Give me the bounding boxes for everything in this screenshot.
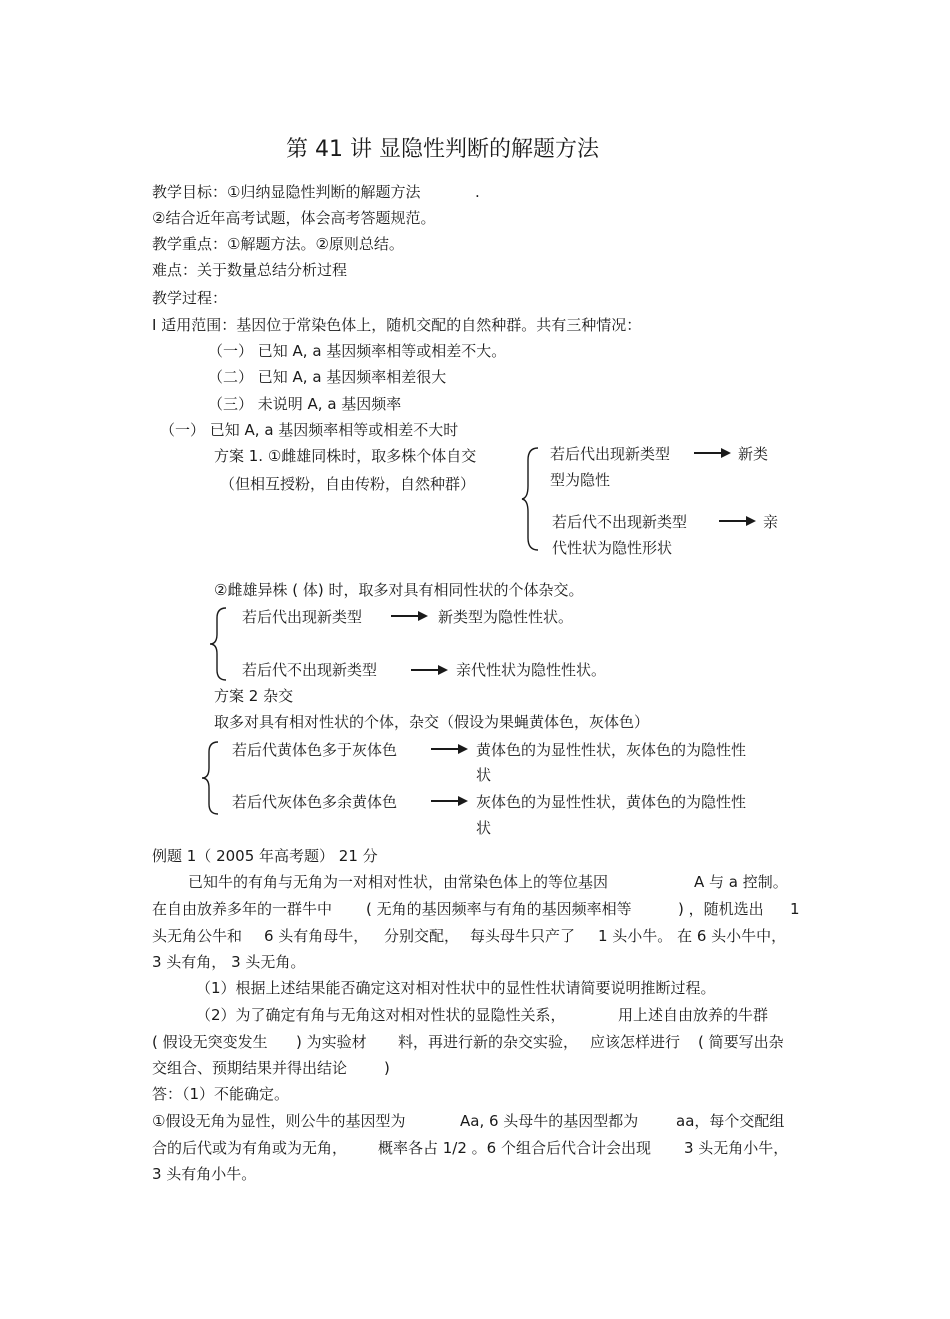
plan-1-dioecious: ②雌雄异株 ( 体) 时，取多对具有相同性状的个体杂交。	[214, 581, 584, 599]
section-1-heading: （一） 已知 A, a 基因频率相等或相差不大时	[160, 421, 459, 439]
dioecious-result-2: 亲代性状为隐性性状。	[456, 661, 607, 679]
question-2-line-2d: 应该怎样进行	[590, 1033, 681, 1051]
plan-1-result-2: 亲	[763, 513, 779, 531]
plan-1-condition-1-cont: 型为隐性	[550, 471, 611, 489]
example-text-4: 3 头有角， 3 头无角。	[152, 953, 306, 971]
plan-2-condition-1: 若后代黄体色多于灰体色	[232, 741, 398, 759]
example-text-3c: 分别交配，	[384, 927, 460, 945]
answer-line-2c: 3 头无角小牛，	[684, 1139, 789, 1157]
example-text-3: 头无角公牛和	[152, 927, 243, 945]
example-text-2-num: 1	[790, 900, 800, 918]
arrow-right-icon	[693, 446, 733, 460]
answer-line-1b: Aa, 6 头母牛的基因型都为	[460, 1112, 639, 1130]
question-2-end: 用上述自由放养的牛群	[618, 1006, 769, 1024]
example-text-2-mid: ( 无角的基因频率与有角的基因频率相等	[366, 900, 632, 918]
case-2: （二） 已知 A, a 基因频率相差很大	[208, 368, 447, 386]
plan-2-result-2-cont: 状	[476, 819, 492, 837]
teaching-goal-1: 教学目标：①归纳显隐性判断的解题方法	[152, 183, 421, 201]
example-text-2-end: ) ，随机选出	[678, 900, 764, 918]
plan-2-result-1: 黄体色的为显性性状，灰体色的为隐性性	[476, 741, 747, 759]
teaching-goal-1-dot: .	[475, 183, 480, 201]
answer-heading: 答：（1）不能确定。	[152, 1085, 290, 1103]
answer-line-1c: aa，每个交配组	[676, 1112, 785, 1130]
brace-dioecious	[208, 606, 232, 682]
example-text-1: 已知牛的有角与无角为一对相对性状，由常染色体上的等位基因	[188, 873, 609, 891]
plan-1-condition-2-cont: 代性状为隐性形状	[552, 539, 673, 557]
dioecious-condition-2: 若后代不出现新类型	[242, 661, 378, 679]
dioecious-result-1: 新类型为隐性性状。	[438, 608, 574, 626]
example-text-3b: 6 头有角母牛，	[264, 927, 369, 945]
teaching-goal-2: ②结合近年高考试题，体会高考答题规范。	[152, 209, 436, 227]
answer-line-1: ①假设无角为显性，则公牛的基因型为	[152, 1112, 406, 1130]
answer-line-3: 3 头有角小牛。	[152, 1165, 257, 1183]
arrow-right-icon	[718, 514, 758, 528]
teaching-difficulty: 难点：关于数量总结分析过程	[152, 261, 348, 279]
page-title: 第 41 讲 显隐性判断的解题方法	[286, 137, 599, 162]
question-2: （2）为了确定有角与无角这对相对性状的显隐性关系，	[196, 1006, 566, 1024]
plan-2-description: 取多对具有相对性状的个体，杂交（假设为果蝇黄体色，灰体色）	[214, 713, 650, 731]
arrow-right-icon	[390, 609, 430, 623]
teaching-focus: 教学重点：①解题方法。②原则总结。	[152, 235, 404, 253]
question-2-line-3-end: )	[384, 1059, 390, 1077]
plan-1-condition-2: 若后代不出现新类型	[552, 513, 688, 531]
example-text-2: 在自由放养多年的一群牛中	[152, 900, 333, 918]
plan-2-result-1-cont: 状	[476, 766, 492, 784]
question-2-line-2e: ( 简要写出杂	[698, 1033, 784, 1051]
answer-line-2b: 概率各占 1/2 。6 个组合后代合计会出现	[378, 1139, 651, 1157]
brace-plan-2	[200, 740, 224, 816]
question-2-line-3: 交组合、预期结果并得出结论	[152, 1059, 348, 1077]
plan-2-condition-2: 若后代灰体色多余黄体色	[232, 793, 398, 811]
question-2-line-2: ( 假设无突变发生	[152, 1033, 268, 1051]
plan-1-result-1: 新类	[738, 445, 769, 463]
question-2-line-2c: 料，再进行新的杂交实验，	[398, 1033, 579, 1051]
plan-2-heading: 方案 2 杂交	[214, 687, 294, 705]
plan-1-line: 方案 1. ①雌雄同株时，取多株个体自交	[214, 447, 477, 465]
question-1: （1）根据上述结果能否确定这对相对性状中的显性性状请简要说明推断过程。	[196, 979, 716, 997]
example-text-3e: 1 头小牛。 在 6 头小牛中，	[598, 927, 787, 945]
case-3: （三） 未说明 A, a 基因频率	[208, 395, 402, 413]
example-text-3d: 每头母牛只产了	[470, 927, 576, 945]
arrow-right-icon	[410, 663, 450, 677]
brace-plan-1	[520, 446, 544, 552]
question-2-line-2b: ) 为实验材	[296, 1033, 367, 1051]
arrow-right-icon	[430, 794, 470, 808]
plan-1-condition-1: 若后代出现新类型	[550, 445, 671, 463]
answer-line-2: 合的后代或为有角或为无角，	[152, 1139, 348, 1157]
teaching-process: 教学过程：	[152, 289, 228, 307]
dioecious-condition-1: 若后代出现新类型	[242, 608, 363, 626]
example-text-1-end: A 与 a 控制。	[694, 873, 788, 891]
example-heading: 例题 1（ 2005 年高考题） 21 分	[152, 847, 378, 865]
plan-1-note: （但相互授粉，自由传粉，自然种群）	[220, 475, 476, 493]
case-1: （一） 已知 A, a 基因频率相等或相差不大。	[208, 342, 507, 360]
plan-2-result-2: 灰体色的为显性性状，黄体色的为隐性性	[476, 793, 747, 811]
arrow-right-icon	[430, 742, 470, 756]
scope-line: Ⅰ 适用范围：基因位于常染色体上，随机交配的自然种群。共有三种情况：	[152, 316, 642, 334]
